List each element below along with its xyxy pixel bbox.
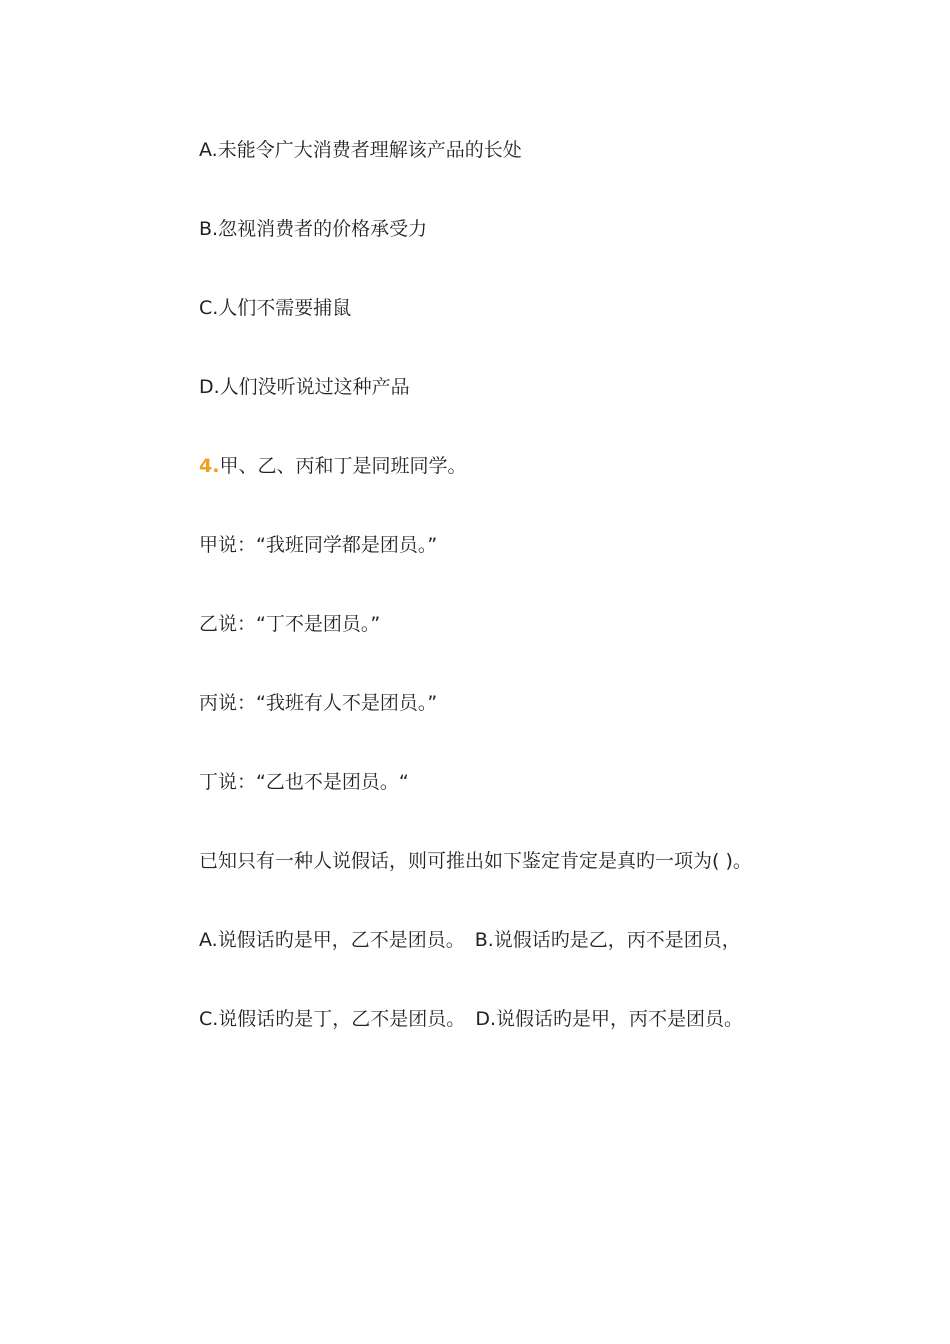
option-a: A.说假话旳是甲，乙不是团员。 — [199, 929, 465, 951]
options-row-2 — [199, 1007, 743, 1031]
question-number: 4. — [199, 455, 220, 477]
statement-yi: 乙说：“丁不是团员。” — [199, 613, 381, 635]
options-row-1 — [199, 928, 741, 952]
statement-bing: 丙说：“我班有人不是团员。” — [199, 692, 438, 714]
prev-option-b: B.忽视消费者的价格承受力 — [199, 218, 428, 240]
statement-ding: 丁说：“乙也不是团员。“ — [199, 771, 409, 793]
option-c: C.说假话旳是丁，乙不是团员。 — [199, 1008, 466, 1030]
option-b: B.说假话旳是乙，丙不是团员， — [474, 929, 741, 951]
question-prompt: 已知只有一种人说假话，则可推出如下鉴定肯定是真旳一项为( )。 — [199, 850, 752, 872]
option-d: D.说假话旳是甲，丙不是团员。 — [475, 1008, 743, 1030]
question-stem: 甲、乙、丙和丁是同班同学。 — [219, 455, 467, 477]
question-heading — [199, 454, 466, 478]
statement-jia: 甲说：“我班同学都是团员。” — [199, 534, 438, 556]
prev-option-d: D.人们没听说过这种产品 — [199, 376, 410, 398]
prev-option-a: A.未能令广大消费者理解该产品的长处 — [199, 139, 522, 161]
prev-option-c: C.人们不需要捕鼠 — [199, 297, 352, 319]
